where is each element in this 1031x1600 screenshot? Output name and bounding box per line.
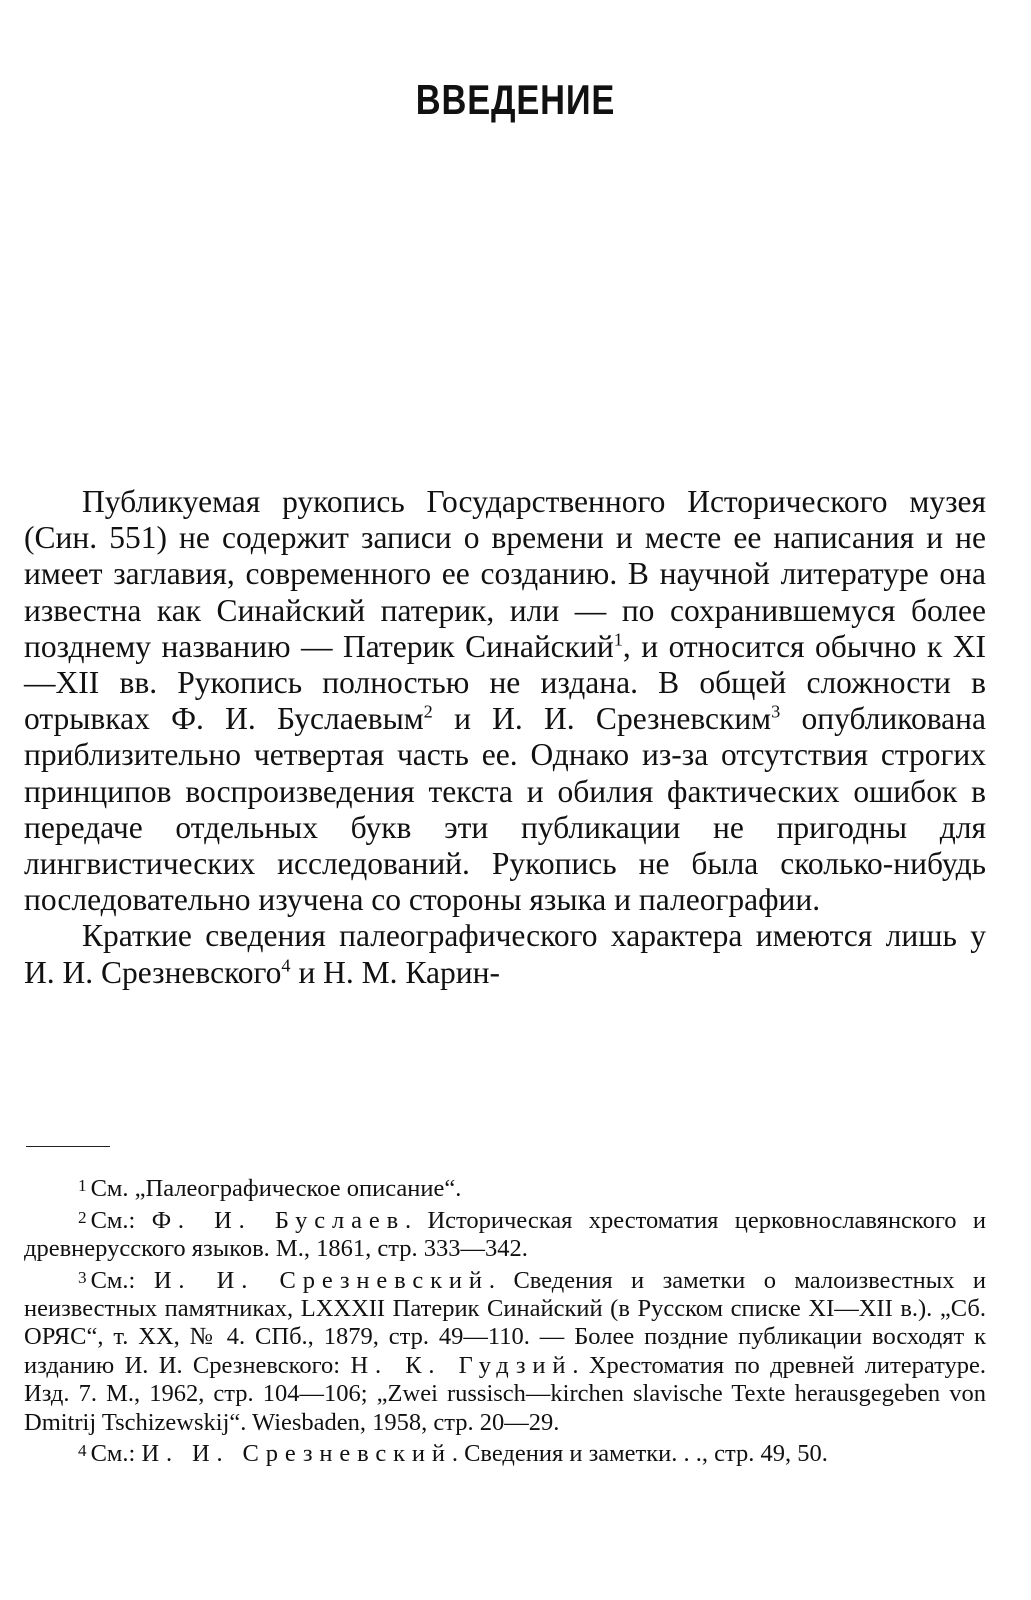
paragraph-text: Краткие сведения палеографического характера имеются лишь у И. И. Срезневского	[24, 918, 986, 990]
main-text	[24, 484, 986, 991]
footnote-text: См.:	[90, 1440, 142, 1468]
footnotes	[24, 1172, 986, 1469]
author-name: Ф. И. Буслаев	[151, 1206, 405, 1234]
paragraph-2	[24, 918, 986, 990]
paragraph-text: Публикуемая рукопись Государственного Исторического музея (Син. 551) не содержит записи о времени и месте ее написания и не имеет заглавия, современного ее созданию. В научной литературе она известна как Синайский патерик, или — по сохранившемуся более позднему названию — Патерик Синайский	[24, 484, 986, 664]
footnote-3	[24, 1264, 986, 1438]
footnote-text: . Хрестоматия по древней литературе. Изд. 7. М., 1962, стр. 104—106; „Zwei russisch—kirchen slavische Texte herausgegeben von Dmitrij Tschizewskij“. Wiesbaden, 1958, стр. 20—29.	[24, 1351, 986, 1436]
footnote-ref[interactable]: 2	[423, 701, 433, 722]
footnote-text: . Сведения и заметки. . ., стр. 49, 50.	[451, 1440, 828, 1468]
footnote-number: 2	[78, 1207, 87, 1227]
footnote-text: . Историческая хрестоматия церковнославянского и древнерусского языков. М., 1861, стр. 333—342.	[24, 1206, 986, 1263]
paragraph-1	[24, 484, 986, 918]
author-name: И. И. Срезневский	[153, 1266, 489, 1294]
footnote-number: 4	[78, 1441, 87, 1461]
footnote-text: См. „Палеографическое описание“.	[90, 1175, 462, 1203]
author-name: И. И. Срезневский	[141, 1440, 452, 1468]
footnote-divider	[26, 1146, 110, 1147]
paragraph-text: , и относится обычно к XI—XII вв. Рукопись полностью не издана. В общей сложности в отрывках Ф. И. Буслаевым	[24, 628, 986, 737]
footnote-ref[interactable]: 1	[613, 629, 623, 650]
footnote-number: 3	[78, 1267, 87, 1287]
paragraph-text: и Н. М. Карин-	[290, 954, 500, 990]
footnote-1	[24, 1172, 986, 1204]
paragraph-text: и И. И. Срезневским	[432, 701, 772, 737]
footnote-2	[24, 1204, 986, 1264]
footnote-number: 1	[78, 1176, 87, 1195]
footnote-ref[interactable]: 3	[771, 701, 781, 722]
footnote-text: См.:	[90, 1206, 152, 1234]
author-name: Н. К. Гудзий	[350, 1351, 573, 1379]
paragraph-text: опубликована приблизительно четвертая часть ее. Однако из-за отсутствия строгих принципов воспроизведения текста и обилия фактических ошибок в передаче отдельных букв эти публикации не пригодны для лингвистических исследований. Рукопись не была сколько-нибудь последовательно изучена со стороны языка и палеографии.	[24, 701, 986, 918]
page-title: ВВЕДЕНИЕ	[415, 76, 616, 124]
footnote-ref[interactable]: 4	[281, 955, 291, 976]
footnote-text: . Сведения и заметки о малоизвестных и неизвестных памятниках, LXXXII Патерик Синайский (в Русском списке XI—XII в.). „Сб. ОРЯС“, т. XX, № 4. СПб., 1879, стр. 49—110. — Более поздние публикации восходят к изданию И. И. Срезневского:	[24, 1266, 987, 1379]
footnote-text: См.:	[90, 1266, 154, 1294]
footnote-4	[24, 1437, 986, 1469]
